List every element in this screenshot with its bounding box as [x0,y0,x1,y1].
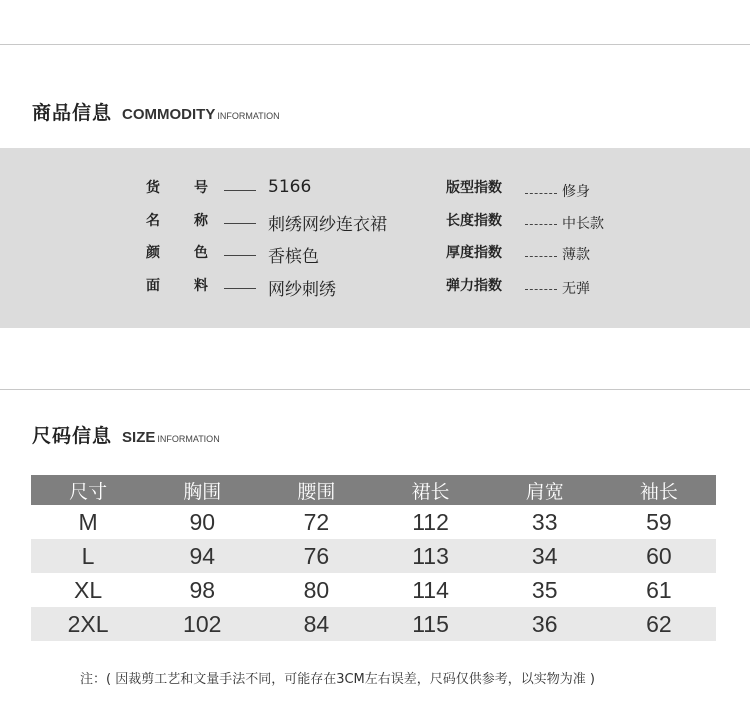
length-cell: 115 [373,607,487,641]
length-index-value: 中长款 [562,216,604,232]
length-cell: 114 [412,576,449,603]
leader-line [525,193,557,194]
size-table-header [31,475,716,505]
table-row [31,505,716,539]
length-cell: 113 [373,539,487,573]
size-cell: L [31,539,145,573]
thickness-index-value: 薄款 [562,247,590,263]
table-row [31,573,716,607]
header-shoulder: 肩宽 [488,475,602,505]
header-size: 尺寸 [31,475,145,505]
middle-divider [0,389,750,390]
leader-line [525,256,557,257]
shoulder-cell: 33 [531,508,558,535]
waist-cell: 72 [303,508,330,535]
leader-line [224,190,256,191]
sleeve-cell: 60 [602,539,716,573]
header-sleeve: 袖长 [602,475,716,505]
label-char: 色 [194,245,208,261]
length-cell: 112 [412,508,449,535]
label-char: 名 [146,213,160,229]
commodity-section-title [32,98,280,125]
header-waist: 腰围 [259,475,373,505]
size-cell: XL [74,576,103,603]
info-row-item-number [0,177,750,201]
sleeve-cell: 59 [646,508,672,535]
measurement-note: 注：( 因裁剪工艺和文量手法不同，可能存在3CM左右误差，尺码仅供参考，以实物为准 ) [80,672,595,687]
header-bust: 胸围 [145,475,259,505]
fit-index-value: 修身 [562,184,590,200]
table-row [31,539,716,573]
leader-line [525,289,557,290]
commodity-title-en: COMMODITY [122,106,216,123]
header-dress-length: 裙长 [373,475,487,505]
fabric-value: 网纱刺绣 [268,280,336,300]
size-section-title [32,421,220,448]
bust-cell: 94 [145,539,259,573]
waist-cell: 76 [259,539,373,573]
waist-cell: 80 [303,576,330,603]
elasticity-index-value: 无弹 [562,281,590,297]
leader-line [224,255,256,256]
commodity-info-panel [0,148,750,328]
sleeve-cell: 62 [602,607,716,641]
label-char: 料 [194,278,208,294]
length-index-label: 长度指数 [446,213,502,229]
item-number-value: 5166 [268,177,312,197]
size-title-cn: 尺码信息 [32,425,113,447]
leader-line [224,223,256,224]
info-row-color [0,242,750,266]
bust-cell: 90 [189,508,216,535]
size-title-en-small: INFORMATION [157,434,220,444]
label-char: 号 [194,180,208,196]
label-char: 颜 [146,245,160,261]
shoulder-cell: 35 [531,576,558,603]
shoulder-cell: 36 [488,607,602,641]
leader-line [224,288,256,289]
color-value: 香槟色 [268,247,319,267]
leader-line [525,224,557,225]
top-divider [0,44,750,45]
product-name-value: 刺绣网纱连衣裙 [268,215,387,235]
bust-cell: 98 [189,576,216,603]
table-row [31,607,716,641]
fit-index-label: 版型指数 [446,180,502,196]
commodity-title-cn: 商品信息 [32,102,113,124]
size-cell: M [78,508,98,535]
size-title-en: SIZE [122,429,156,446]
elasticity-index-label: 弹力指数 [446,278,502,294]
info-row-fabric [0,275,750,299]
label-char: 货 [146,180,160,196]
shoulder-cell: 34 [488,539,602,573]
label-char: 面 [146,278,160,294]
size-table [31,475,716,641]
info-row-name [0,210,750,234]
label-char: 称 [194,213,208,229]
thickness-index-label: 厚度指数 [446,245,502,261]
commodity-title-en-small: INFORMATION [217,111,280,121]
size-cell: 2XL [31,607,145,641]
waist-cell: 84 [259,607,373,641]
bust-cell: 102 [145,607,259,641]
sleeve-cell: 61 [646,576,672,603]
